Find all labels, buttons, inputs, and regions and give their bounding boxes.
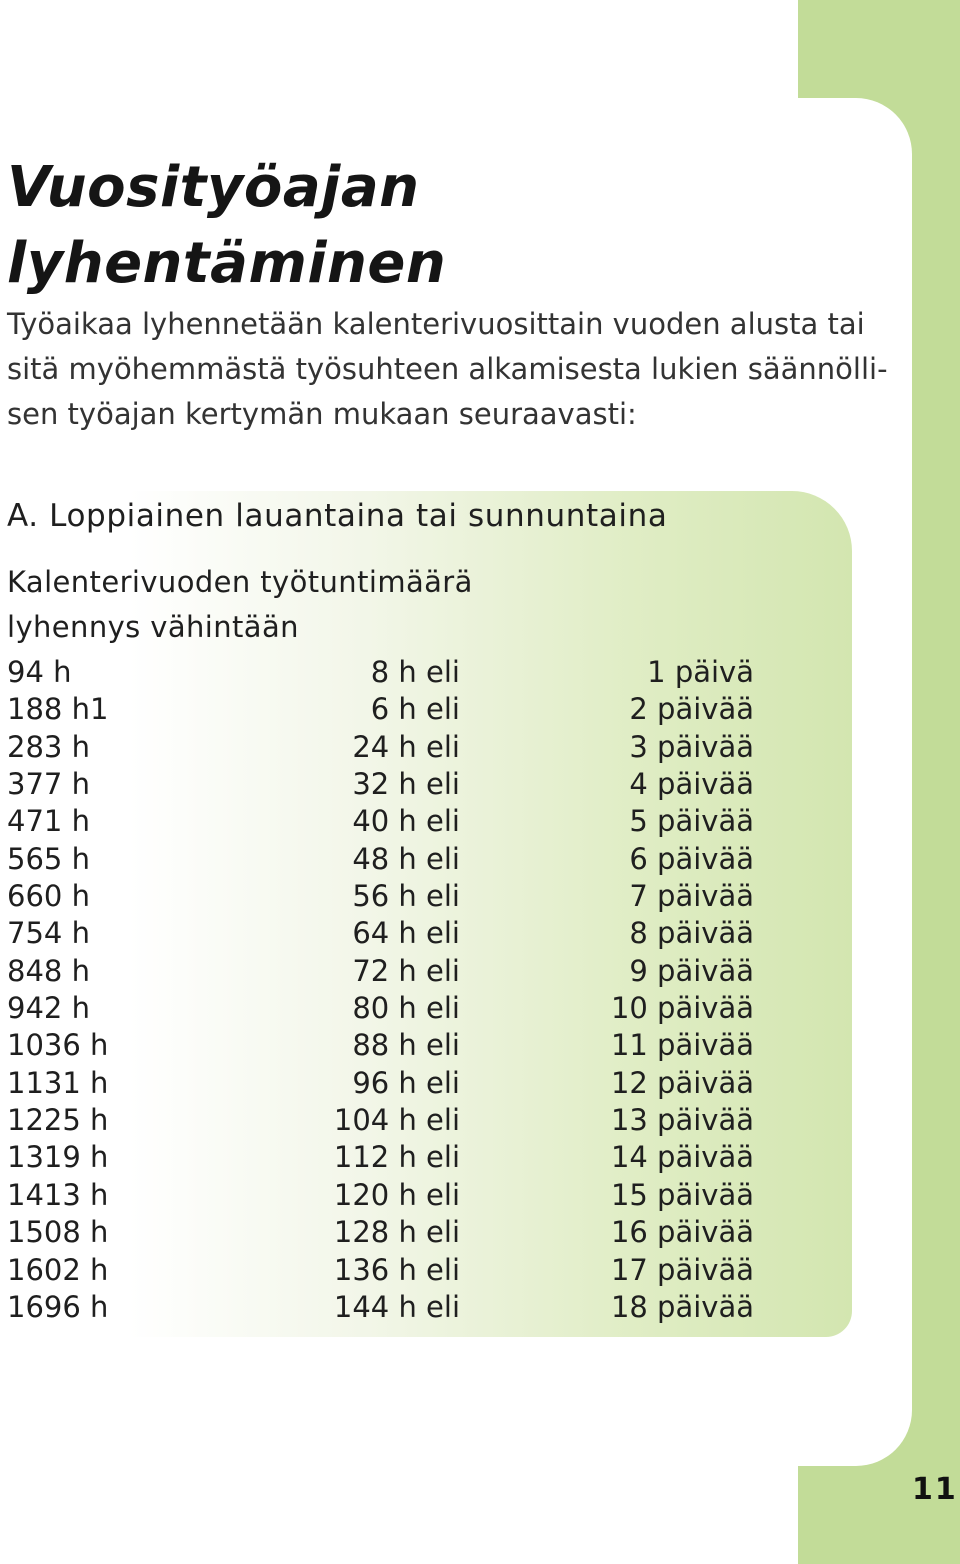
hours-cell: 94 h (7, 655, 72, 689)
hours-cell: 1413 h (7, 1177, 109, 1212)
reduction-cell: 72 h eli (352, 953, 460, 988)
hours-cell: 660 h (7, 879, 90, 914)
reduction-cell: 120 h eli (333, 1177, 460, 1212)
days-cell: 18 päivää (610, 1289, 754, 1324)
section-heading: A. Loppiainen lauantaina tai sunnuntaina (7, 498, 668, 534)
reduction-cell: 24 h eli (352, 729, 460, 764)
intro-line-1: Työaikaa lyhennetään kalenterivuosittain vuoden alusta tai (7, 307, 865, 341)
reduction-cell: 96 h eli (352, 1065, 460, 1100)
table-row (7, 1139, 757, 1176)
table-row (7, 1027, 757, 1064)
reduction-cell: 136 h eli (333, 1252, 460, 1287)
hours-cell: 471 h (7, 804, 90, 839)
table-row (7, 1214, 757, 1251)
page-title (7, 150, 446, 302)
table-row (7, 990, 757, 1027)
hours-cell: 565 h (7, 841, 90, 876)
days-cell: 1 päivä (647, 655, 754, 689)
title-line-1: Vuosityöajan (7, 155, 420, 220)
table-row (7, 953, 757, 990)
reduction-cell: 40 h eli (352, 804, 460, 839)
days-cell: 12 päivää (610, 1065, 754, 1100)
hours-cell: 1508 h (7, 1215, 109, 1250)
reduction-cell: 112 h eli (333, 1140, 460, 1175)
reduction-cell: 48 h eli (352, 841, 460, 876)
hours-cell: 1225 h (7, 1103, 109, 1138)
days-cell: 11 päivää (610, 1028, 754, 1063)
reduction-cell: 144 h eli (333, 1289, 460, 1324)
table-row (7, 1252, 757, 1289)
table-row (7, 691, 757, 728)
reduction-cell: 6 h eli (370, 692, 460, 727)
days-cell: 4 päivää (629, 767, 754, 802)
reduction-cell: 8 h eli (370, 655, 460, 689)
reduction-cell: 80 h eli (352, 991, 460, 1026)
days-cell: 3 päivää (629, 729, 754, 764)
table-row (7, 1177, 757, 1214)
column-heading (7, 560, 473, 650)
days-cell: 6 päivää (629, 841, 754, 876)
hours-cell: 942 h (7, 991, 90, 1026)
days-cell: 5 päivää (629, 804, 754, 839)
days-cell: 17 päivää (610, 1252, 754, 1287)
hours-cell: 754 h (7, 916, 90, 951)
column-heading-line-1: Kalenterivuoden työtuntimäärä (7, 565, 473, 599)
hours-cell: 1602 h (7, 1252, 109, 1287)
days-cell: 10 päivää (610, 991, 754, 1026)
hours-cell: 1319 h (7, 1140, 109, 1175)
table-row (7, 654, 757, 691)
table-row (7, 1289, 757, 1326)
reduction-cell: 64 h eli (352, 916, 460, 951)
title-line-2: lyhentäminen (7, 231, 447, 296)
hours-cell: 188 h1 (7, 692, 109, 727)
hours-cell: 283 h (7, 729, 90, 764)
reduction-cell: 128 h eli (333, 1215, 460, 1250)
days-cell: 14 päivää (610, 1140, 754, 1175)
hours-cell: 377 h (7, 767, 90, 802)
reduction-cell: 56 h eli (352, 879, 460, 914)
table-row (7, 915, 757, 952)
table-row (7, 766, 757, 803)
table-row (7, 729, 757, 766)
days-cell: 9 päivää (629, 953, 754, 988)
days-cell: 2 päivää (629, 692, 754, 727)
intro-paragraph (7, 302, 888, 437)
intro-line-3: sen työajan kertymän mukaan seuraavasti: (7, 397, 637, 431)
table-row (7, 841, 757, 878)
column-heading-line-2: lyhennys vähintään (7, 610, 299, 644)
reduction-cell: 88 h eli (352, 1028, 460, 1063)
hours-cell: 1131 h (7, 1065, 109, 1100)
page-number: 11 (912, 1472, 958, 1507)
hours-cell: 1696 h (7, 1289, 109, 1324)
days-cell: 8 päivää (629, 916, 754, 951)
table-row (7, 803, 757, 840)
hours-cell: 1036 h (7, 1028, 109, 1063)
table-row (7, 1065, 757, 1102)
table-row (7, 878, 757, 915)
hours-cell: 848 h (7, 953, 90, 988)
table-row (7, 1102, 757, 1139)
intro-line-2: sitä myöhemmästä työsuhteen alkamisesta lukien säännölli- (7, 352, 888, 386)
reduction-cell: 32 h eli (352, 767, 460, 802)
reduction-table (7, 654, 757, 1326)
days-cell: 13 päivää (610, 1103, 754, 1138)
days-cell: 7 päivää (629, 879, 754, 914)
days-cell: 16 päivää (610, 1215, 754, 1250)
reduction-cell: 104 h eli (333, 1103, 460, 1138)
days-cell: 15 päivää (610, 1177, 754, 1212)
